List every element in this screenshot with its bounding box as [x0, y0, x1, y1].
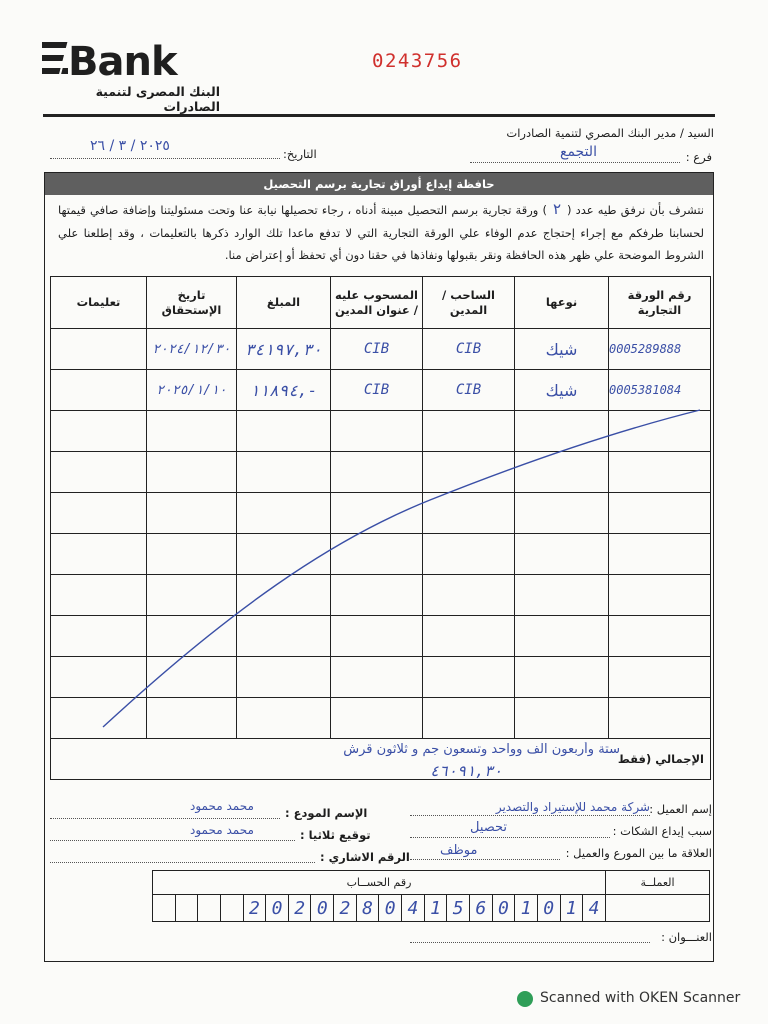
account-digit: 6 [469, 895, 492, 922]
account-digit: 4 [402, 895, 425, 922]
table-row [51, 370, 711, 411]
header-drawer: الساحب / المدين [423, 277, 515, 329]
cell-type: شيك [515, 329, 609, 370]
cell-amount: ٣٤١٩٧,٣٠ [237, 329, 331, 370]
table-row-empty [51, 411, 711, 452]
account-digit: 2 [243, 895, 266, 922]
client-dotted-line [410, 815, 650, 816]
branch-value: التجمع [560, 144, 597, 160]
date-dotted-line [50, 158, 280, 159]
account-digit: 2 [288, 895, 311, 922]
header-amount: المبلغ [237, 277, 331, 329]
cell-amount: ١١٨٩٤,- [237, 370, 331, 411]
table-header-row [51, 277, 711, 329]
intro-part2: ) ورقة تجارية برسم التحصيل مبينة أدناه ، رجاء تحصيلها نيابة عنا وتحت مسئوليتنا وإضافة صافي قيمتها لحسابنا طرفكم مع إجراء إحتجاج عدم الوفاء علي الورقة التجارية التي لا تدفع ماعدا تلك الوارد ذكرها بالتعليمات ، وقد إطلعنا علي الشروط الموضحة علي ظهر هذه الحافظة ونقر بقبولها ونفاذها في حقنا دون أي تحفظ أو إعتراض منا. [58, 203, 704, 262]
total-label: الإجمالي (فقط [617, 752, 704, 766]
account-digit: 0 [537, 895, 560, 922]
relation-label: العلاقة ما بين المورع والعميل : [565, 846, 712, 860]
table-row-empty [51, 452, 711, 493]
cell-type: شيك [515, 370, 609, 411]
table-row-empty [51, 575, 711, 616]
logo-subtitle: البنك المصرى لتنمية الصادرات [95, 84, 220, 114]
addressee-line: السيد / مدير البنك المصري لتنمية الصادرات [506, 126, 714, 140]
account-digit: 1 [515, 895, 538, 922]
form-title: حافظة إيداع أوراق تجارية برسم التحصيل [45, 173, 713, 195]
client-value: شركة محمد للإستيراد والتصدير [495, 800, 650, 814]
table-row-empty [51, 698, 711, 739]
cell-instructions [51, 329, 147, 370]
checks-reason-dotted-line [410, 837, 610, 838]
header-due-date: تاريخ الإستحقاق [147, 277, 237, 329]
cell-paper-number: 0005381084 [609, 370, 711, 411]
depositor-dotted-line [50, 818, 280, 819]
table-row-empty [51, 616, 711, 657]
cell-drawer: CIB [423, 370, 515, 411]
date-label: التاريخ: [283, 147, 317, 161]
cell-drawer: CIB [423, 329, 515, 370]
account-digit: 0 [379, 895, 402, 922]
date-value: ٢٠٢٥ / ٣ / ٢٦ [90, 138, 170, 154]
ebank-logo [40, 34, 230, 84]
account-digits-row [153, 895, 710, 922]
depositor-label: الإسم المودع : [285, 806, 368, 820]
cell-instructions [51, 370, 147, 411]
depositor-value: محمد محمود [190, 799, 254, 813]
account-digit: 1 [560, 895, 583, 922]
triple-sign-dotted-line [50, 840, 295, 841]
account-digit: 5 [447, 895, 470, 922]
cell-paper-number: 0005289888 [609, 329, 711, 370]
header-paper-number: رقم الورقة التجارية [609, 277, 711, 329]
address-label: العنـــوان : [661, 930, 712, 944]
triple-sign-label: توقيع ثلاثيا : [300, 828, 371, 842]
relation-dotted-line [410, 859, 560, 860]
scanner-footer: Scanned with OKEN Scanner [540, 990, 741, 1006]
svg-text:Bank: Bank [68, 39, 177, 84]
header-drawee: المسحوب عليه / عنوان المدين [331, 277, 423, 329]
cell-drawee: CIB [331, 329, 423, 370]
table-row [51, 329, 711, 370]
intro-part1: نتشرف بأن نرفق طيه عدد ( [567, 203, 704, 217]
account-table [152, 870, 710, 922]
total-words: ستة وأربعون الف وواحد وتسعون جم و ثلاثون قرش [343, 742, 620, 757]
papers-table [50, 276, 711, 780]
branch-label: فرع : [685, 150, 712, 164]
currency-label: العملــة [606, 871, 710, 895]
cell-drawee: CIB [331, 370, 423, 411]
account-digit: 0 [311, 895, 334, 922]
account-digit: 4 [583, 895, 606, 922]
table-row-empty [51, 534, 711, 575]
table-row-empty [51, 657, 711, 698]
address-dotted-line [410, 942, 650, 943]
triple-sign-value: محمد محمود [190, 823, 254, 837]
relation-value: موظف [440, 843, 478, 858]
header-type: نوعها [515, 277, 609, 329]
intro-paragraph [58, 198, 704, 267]
cell-due-date: ٢٠٢٥/١/١٠ [147, 370, 237, 411]
account-digit: 0 [266, 895, 289, 922]
branch-dotted-line [470, 162, 680, 163]
account-label: رقم الحســاب [153, 871, 606, 895]
ref-number-label: الرقم الاشاري : [320, 850, 410, 864]
header-divider [43, 114, 715, 117]
client-label: إسم العميل : [649, 802, 712, 816]
cell-due-date: ٢٠٢٤/١٢/٣٠ [147, 329, 237, 370]
serial-number: 0243756 [372, 50, 463, 72]
table-row-empty [51, 493, 711, 534]
oken-scanner-icon [517, 991, 533, 1007]
intro-count: ٢ [552, 200, 561, 218]
account-digit: 8 [356, 895, 379, 922]
checks-reason-value: تحصيل [470, 820, 508, 835]
checks-reason-label: سبب إيداع الشكات : [612, 824, 712, 838]
account-digit: 0 [492, 895, 515, 922]
ref-number-dotted-line [50, 862, 315, 863]
currency-value [606, 895, 710, 922]
header-instructions: تعليمات [51, 277, 147, 329]
total-number: ٤٦٠٩١,٣٠ [430, 762, 503, 780]
account-digit: 1 [424, 895, 447, 922]
account-digit: 2 [334, 895, 357, 922]
